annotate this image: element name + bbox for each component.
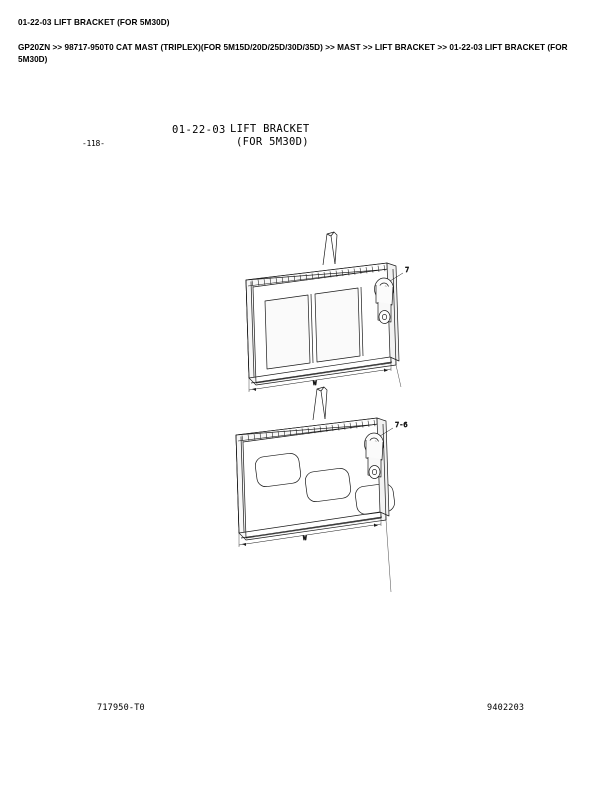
breadcrumb: GP20ZN >> 98717-950T0 CAT MAST (TRIPLEX)(FOR 5M15D/20D/25D/30D/35D) >> MAST >> LIFT BRACKET >> 01-22-03 LIFT BRACKET (FOR 5M30D) (18, 43, 568, 64)
page-reference-callout: -118- (82, 139, 105, 148)
figure-name-line2: (FOR 5M30D) (236, 136, 309, 148)
footer-page-code: 9402203 (487, 703, 525, 713)
upper-bracket-assembly (246, 232, 409, 392)
technical-illustration (60, 95, 560, 695)
figure-number: 01-22-03 (172, 124, 226, 136)
lower-dimension-label: W (303, 535, 307, 542)
lower-bracket-assembly (236, 387, 408, 592)
lower-item-callout: 7-6 (395, 421, 408, 429)
page-title: 01-22-03 LIFT BRACKET (FOR 5M30D) (18, 18, 170, 27)
footer-drawing-number: 717950-T0 (97, 703, 145, 713)
parts-diagram (60, 95, 560, 695)
upper-item-callout: 7 (405, 266, 410, 274)
figure-name-line1: LIFT BRACKET (230, 123, 310, 135)
upper-dimension-label: W (313, 380, 317, 387)
